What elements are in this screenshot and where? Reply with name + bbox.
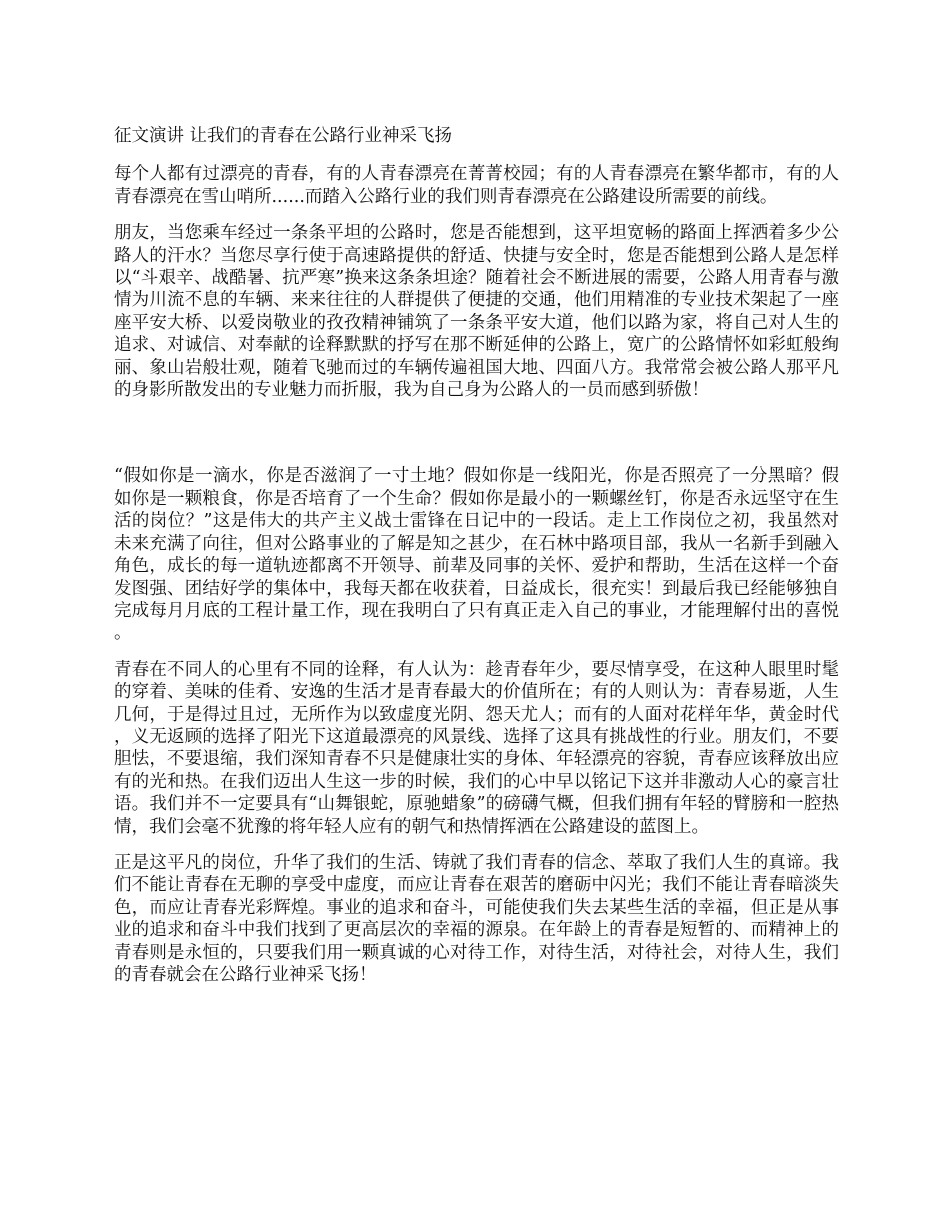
paragraph-3: “假如你是一滴水，你是否滋润了一寸土地？假如你是一线阳光，你是否照亮了一分黑暗？假如你是一颗粮食，你是否培育了一个生命？假如你是最小的一颗螺丝钉，你是否永远坚守在生活的岗位？”这是伟大的共产主义战士雷锋在日记中的一段话。走上工作岗位之初，我虽然对未来充满了向往，但对公路事业的了解是知之甚少，在石林中路项目部，我从一名新手到融入角色，成长的每一道轨迹都离不开领导、前辈及同事的关怀、爱护和帮助，生活在这样一个奋发图强、团结好学的集体中，我每天都在收获着，日益成长，很充实！到最后我已经能够独自完成每月月底的工程计量工作，现在我明白了只有真正走入自己的事业，才能理解付出的喜悦。	[114, 466, 839, 644]
paragraph-4: 青春在不同人的心里有不同的诠释，有人认为：趁青春年少，要尽情享受，在这种人眼里时髦的穿着、美味的佳肴、安逸的生活才是青春最大的价值所在；有的人则认为：青春易逝，人生几何，于是得过且过，无所作为以致虚度光阴、怨天尤人；而有的人面对花样年华，黄金时代，义无返顾的选择了阳光下这道最漂亮的风景线、选择了这具有挑战性的行业。朋友们，不要胆怯，不要退缩，我们深知青春不只是健康壮实的身体、年轻漂亮的容貌，青春应该释放出应有的光和热。在我们迈出人生这一步的时候，我们的心中早以铭记下这并非激动人心的豪言壮语。我们并不一定要具有“山舞银蛇，原驰蜡象”的磅礴气概，但我们拥有年轻的臂膀和一腔热情，我们会毫不犹豫的将年轻人应有的朝气和热情挥洒在公路建设的蓝图上。	[114, 659, 839, 837]
paragraph-gap	[114, 415, 839, 465]
paragraph-1: 每个人都有过漂亮的青春，有的人青春漂亮在菁菁校园；有的人青春漂亮在繁华都市，有的人青春漂亮在雪山哨所......而踏入公路行业的我们则青春漂亮在公路建设所需要的前线。	[114, 164, 839, 207]
document-page	[114, 125, 839, 1000]
document-title: 征文演讲 让我们的青春在公路行业神采飞扬	[114, 126, 453, 146]
paragraph-2: 朋友，当您乘车经过一条条平坦的公路时，您是否能想到，这平坦宽畅的路面上挥洒着多少公路人的汗水？当您尽享行使于高速路提供的舒适、快捷与安全时，您是否能想到公路人是怎样以“斗艰辛、战酷暑、抗严寒”换来这条条坦途？随着社会不断进展的需要，公路人用青春与激情为川流不息的车辆、来来往往的人群提供了便捷的交通，他们用精准的专业技术架起了一座座平安大桥、以爱岗敬业的孜孜精神铺筑了一条条平安大道，他们以路为家，将自己对人生的追求、对诚信、对奉献的诠释默默的抒写在那不断延伸的公路上，宽广的公路情怀如彩虹般绚丽、象山岩般壮观，随着飞驰而过的车辆传遍祖国大地、四面八方。我常常会被公路人那平凡的身影所散发出的专业魅力而折服，我为自己身为公路人的一员而感到骄傲！	[114, 223, 839, 401]
paragraph-5: 正是这平凡的岗位，升华了我们的生活、铸就了我们青春的信念、萃取了我们人生的真谛。我们不能让青春在无聊的享受中虚度，而应让青春在艰苦的磨砺中闪光；我们不能让青春暗淡失色，而应让青春光彩辉煌。事业的追求和奋斗，可能使我们失去某些生活的幸福，但正是从事业的追求和奋斗中我们找到了更高层次的幸福的源泉。在年龄上的青春是短暂的、而精神上的青春则是永恒的，只要我们用一颗真诚的心对待工作，对待生活，对待社会，对待人生，我们的青春就会在公路行业神采飞扬！	[114, 852, 839, 985]
